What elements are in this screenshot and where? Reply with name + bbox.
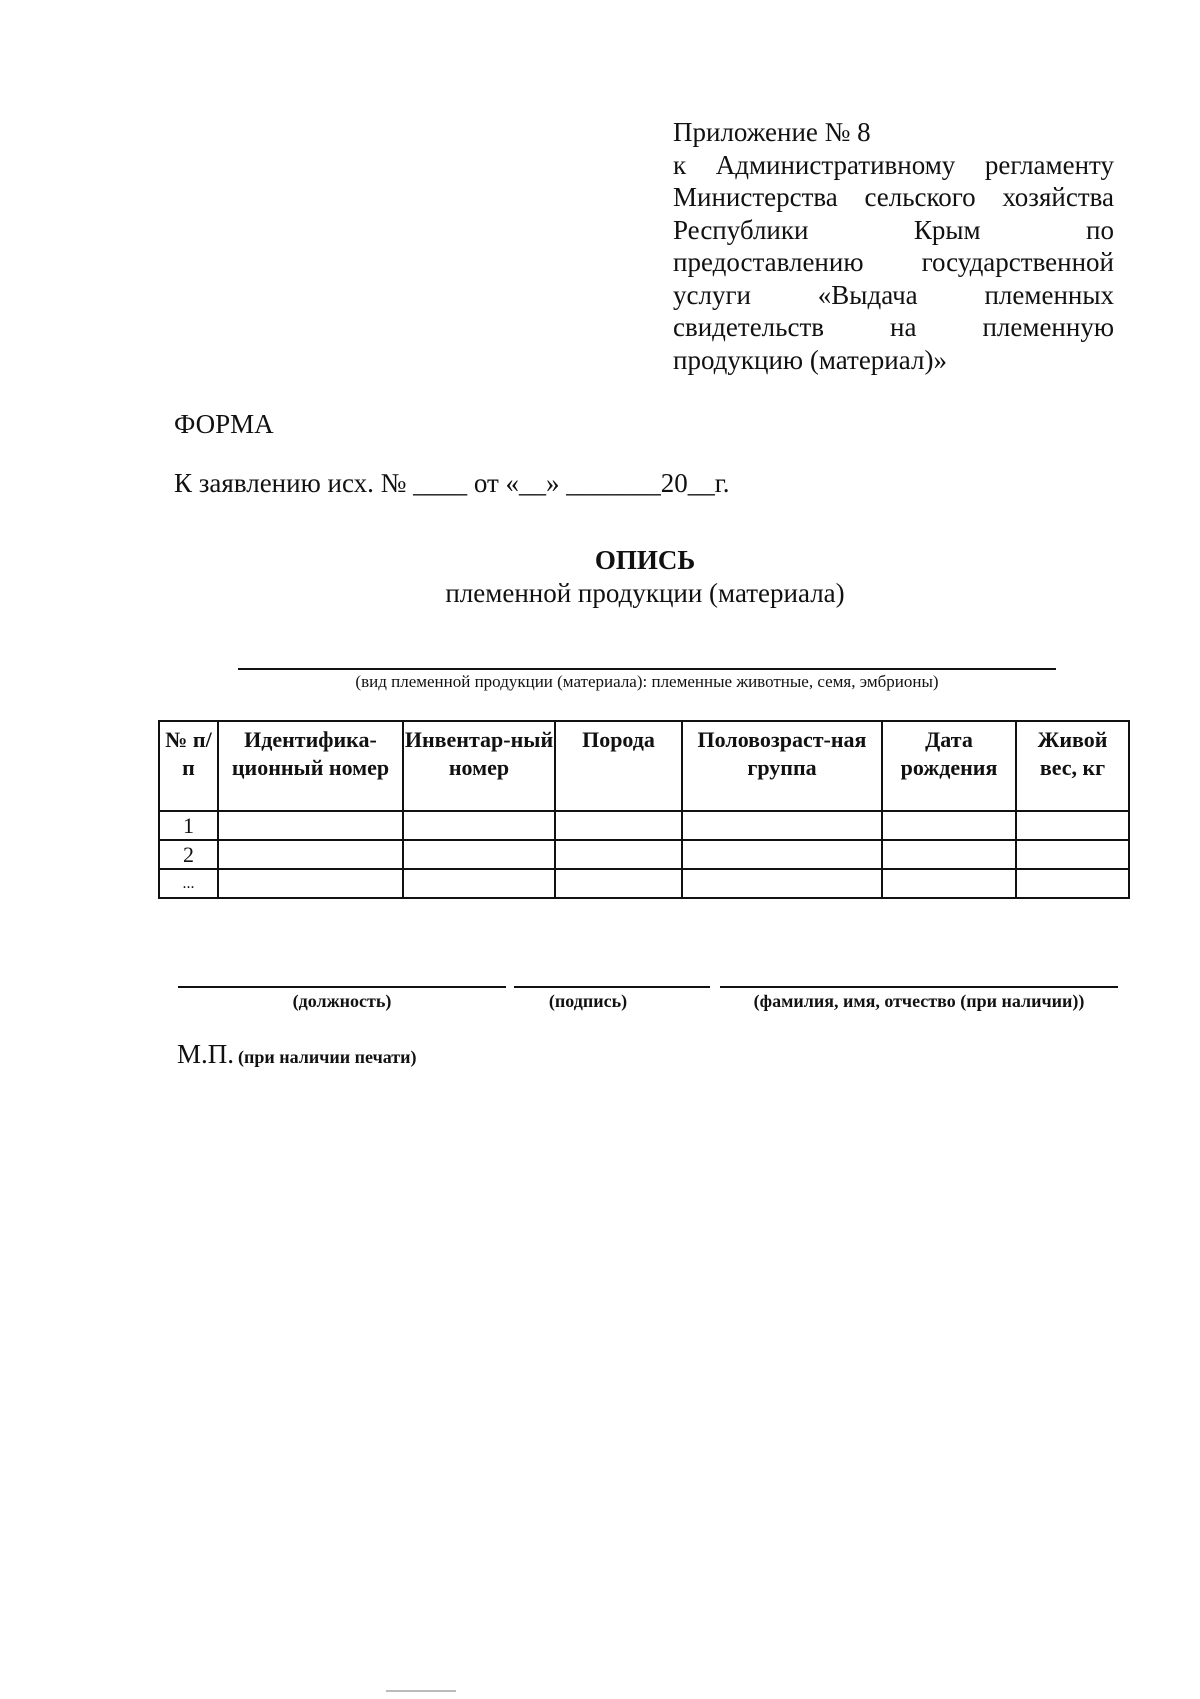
product-type-fill-line — [238, 668, 1056, 670]
application-reference-line: К заявлению исх. № ____ от «__» _______20__г. — [174, 468, 730, 498]
table-cell[interactable] — [403, 869, 555, 898]
signature-fill-line — [514, 986, 710, 988]
table-cell[interactable] — [882, 869, 1016, 898]
column-header-inventory-number: Инвентар-ный номер — [403, 721, 555, 811]
table-cell[interactable] — [682, 840, 882, 869]
table-cell[interactable] — [682, 811, 882, 840]
table-cell[interactable] — [555, 811, 682, 840]
column-header-breed: Порода — [555, 721, 682, 811]
row-number-cell: ... — [159, 869, 218, 898]
table-cell[interactable] — [403, 811, 555, 840]
inventory-table — [158, 720, 1130, 899]
column-header-birth-date: Дата рождения — [882, 721, 1016, 811]
table-cell[interactable] — [1016, 811, 1129, 840]
document-title: ОПИСЬ — [594, 545, 696, 575]
signature-caption: (подпись) — [548, 991, 628, 1011]
table-cell[interactable] — [403, 840, 555, 869]
appendix-line: к Административному регламенту — [673, 149, 1114, 180]
appendix-line: предоставлению государственной — [673, 247, 1114, 277]
table-row — [159, 840, 1129, 869]
column-header-number: № п/п — [159, 721, 218, 811]
product-type-caption: (вид племенной продукции (материала): племенные животные, семя, эмбрионы) — [355, 672, 939, 691]
full-name-caption: (фамилия, имя, отчество (при наличии)) — [753, 991, 1085, 1011]
table-cell[interactable] — [1016, 840, 1129, 869]
appendix-line: свидетельств на племенную — [673, 312, 1114, 342]
appendix-line: продукцию (материал)» — [673, 344, 947, 375]
row-number-cell: 2 — [159, 840, 218, 869]
table-cell[interactable] — [882, 840, 1016, 869]
row-number-cell: 1 — [159, 811, 218, 840]
column-header-sex-age-group: Половозраст-ная группа — [682, 721, 882, 811]
column-header-id-number: Идентифика-ционный номер — [218, 721, 403, 811]
full-name-fill-line — [720, 986, 1118, 988]
table-cell[interactable] — [1016, 869, 1129, 898]
appendix-line: Министерства сельского хозяйства — [673, 182, 1114, 212]
table-header-row — [159, 721, 1129, 811]
form-label: ФОРМА — [174, 409, 274, 439]
table-row — [159, 869, 1129, 898]
column-header-live-weight: Живой вес, кг — [1016, 721, 1129, 811]
table-cell[interactable] — [218, 869, 403, 898]
table-cell[interactable] — [555, 840, 682, 869]
appendix-line: Республики Крым по — [673, 214, 1114, 245]
table-row — [159, 811, 1129, 840]
document-subtitle: племенной продукции (материала) — [445, 578, 845, 608]
stamp-note: (при наличии печати) — [238, 1047, 417, 1067]
stamp-label: М.П. — [177, 1039, 235, 1069]
table-cell[interactable] — [555, 869, 682, 898]
stamp-area — [177, 1039, 416, 1070]
appendix-line: услуги «Выдача племенных — [673, 279, 1114, 310]
table-cell[interactable] — [218, 811, 403, 840]
table-cell[interactable] — [682, 869, 882, 898]
position-fill-line — [178, 986, 506, 988]
scan-artifact-line — [386, 1690, 456, 1692]
table-cell[interactable] — [218, 840, 403, 869]
appendix-line: Приложение № 8 — [673, 117, 871, 147]
table-cell[interactable] — [882, 811, 1016, 840]
position-caption: (должность) — [292, 991, 392, 1011]
appendix-block — [673, 116, 1114, 376]
